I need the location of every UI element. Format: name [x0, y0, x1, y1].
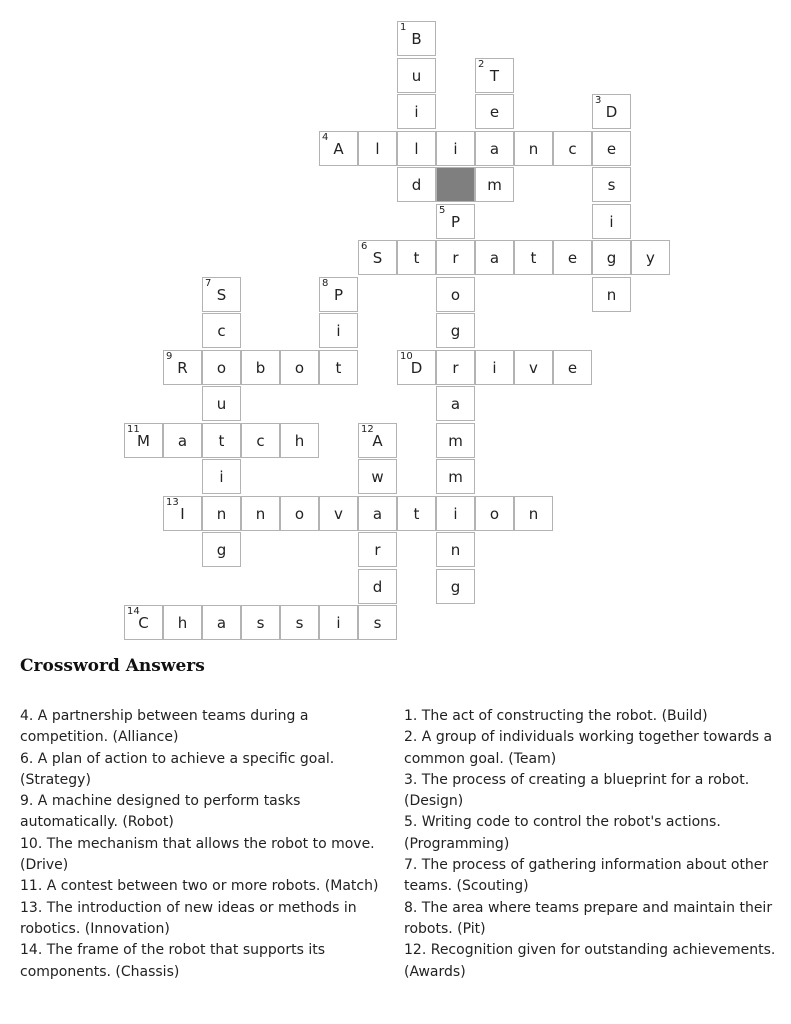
cell-letter: g	[450, 577, 461, 596]
clue-number: 5	[439, 204, 446, 216]
clue-number: 3	[595, 95, 602, 106]
grid-cell	[163, 423, 202, 458]
cell-letter: o	[216, 358, 227, 377]
grid-cell	[319, 277, 358, 312]
cell-letter: s	[607, 176, 616, 194]
grid-cell	[631, 240, 670, 275]
cell-letter: c	[256, 431, 265, 450]
grid-cell	[358, 532, 397, 567]
grid-cell	[436, 313, 475, 348]
cell-letter: t	[218, 431, 225, 450]
grid-cell	[553, 131, 592, 166]
cell-letter: e	[489, 103, 500, 121]
grid-cell	[397, 350, 436, 385]
cell-letter: g	[216, 541, 227, 559]
grid-cell	[397, 21, 436, 56]
grid-cell	[397, 240, 436, 275]
cell-letter: g	[450, 322, 461, 340]
grid-cell	[319, 605, 358, 640]
clue-down-1: 1. The act of constructing the robot. (Build)	[404, 708, 708, 724]
grid-cell	[202, 350, 241, 385]
grid-cell	[553, 350, 592, 385]
grid-cell	[358, 240, 397, 275]
grid-cell	[124, 423, 163, 458]
cell-letter: l	[375, 139, 380, 158]
grid-cell	[319, 131, 358, 166]
cell-letter: s	[295, 614, 304, 632]
cell-letter: e	[567, 358, 578, 377]
cell-letter: i	[336, 614, 341, 632]
clue-across-14: 14. The frame of the robot that supports its components. (Chassis)	[20, 942, 325, 980]
grid-cell	[592, 277, 631, 312]
clue-number: 2	[478, 58, 485, 70]
cell-letter: b	[255, 358, 266, 377]
clue-down-7: 7. The process of gathering information about other teams. (Scouting)	[404, 857, 769, 895]
grid-cell	[514, 350, 553, 385]
grid-cell	[436, 569, 475, 604]
grid-cell	[475, 167, 514, 202]
grid-cell	[436, 277, 475, 312]
cell-letter: t	[335, 358, 342, 377]
grid-cell	[202, 313, 241, 348]
cell-letter: I	[180, 504, 185, 523]
clue-across-10: 10. The mechanism that allows the robot to move. (Drive)	[20, 835, 375, 874]
answers-title: Crossword Answers	[20, 656, 205, 676]
grid-cell	[436, 131, 475, 166]
grid-cell	[514, 131, 553, 166]
cell-letter: B	[411, 30, 422, 48]
cell-letter: i	[453, 139, 458, 158]
clue-number: 1	[400, 22, 407, 33]
grid-cell	[202, 277, 241, 312]
grid-cell	[475, 350, 514, 385]
grid-cell	[592, 167, 631, 202]
grid-cell	[358, 131, 397, 166]
grid-cell	[319, 313, 358, 348]
grid-cell	[280, 350, 319, 385]
cell-letter: M	[137, 431, 150, 450]
grid-cell	[397, 94, 436, 129]
cell-letter: R	[177, 358, 188, 377]
grid-cell	[280, 423, 319, 458]
grid-cell	[592, 131, 631, 166]
cell-letter: i	[492, 358, 497, 377]
cell-letter: u	[216, 395, 227, 413]
cell-letter: s	[256, 614, 265, 632]
cell-letter: o	[489, 504, 500, 523]
clue-number: 12	[361, 423, 374, 435]
cell-letter: a	[372, 504, 383, 523]
grid-cell	[319, 496, 358, 531]
grid-cell	[280, 605, 319, 640]
grid-cell	[358, 569, 397, 604]
cell-letter: C	[138, 614, 149, 632]
grid-cell	[397, 496, 436, 531]
grid-cell	[163, 496, 202, 531]
cell-letter: a	[489, 249, 500, 267]
cell-letter: i	[336, 322, 341, 340]
cell-letter: n	[528, 139, 539, 158]
cell-letter: n	[216, 504, 227, 523]
cell-letter: h	[177, 614, 188, 632]
cell-letter: r	[452, 249, 459, 267]
cell-letter: m	[487, 176, 502, 194]
grid-cell	[241, 605, 280, 640]
grid-cell	[475, 58, 514, 93]
clue-number: 14	[127, 606, 140, 617]
clue-number: 10	[400, 350, 413, 362]
clue-number: 11	[127, 423, 140, 435]
grid-cell	[202, 423, 241, 458]
grid-cell	[553, 240, 592, 275]
cell-letter: m	[448, 468, 463, 486]
cell-letter: a	[450, 395, 461, 413]
cell-letter: t	[530, 249, 537, 267]
cell-letter: i	[609, 212, 614, 231]
clue-number: 8	[322, 277, 329, 289]
cell-letter: y	[646, 249, 655, 267]
grid-cell	[202, 605, 241, 640]
cell-letter: o	[450, 285, 461, 304]
grid-cell	[436, 350, 475, 385]
cell-letter: t	[413, 504, 420, 523]
grid-cell	[436, 459, 475, 494]
cell-letter: i	[219, 468, 224, 486]
clue-down-2: 2. A group of individuals working together towards a common goal. (Team)	[404, 729, 773, 767]
cell-letter: o	[294, 504, 305, 523]
cell-letter: e	[567, 249, 578, 267]
grid-cell	[514, 496, 553, 531]
grid-cell	[163, 350, 202, 385]
cell-letter: i	[414, 103, 419, 121]
grid-cell	[475, 496, 514, 531]
clue-down-3: 3. The process of creating a blueprint for a robot. (Design)	[404, 771, 750, 810]
clue-down-8: 8. The area where teams prepare and maintain their robots. (Pit)	[404, 899, 773, 937]
clue-down-12: 12. Recognition given for outstanding achievements. (Awards)	[404, 942, 776, 980]
cell-letter: c	[568, 139, 577, 158]
cell-letter: n	[528, 504, 539, 523]
clue-number: 13	[166, 496, 179, 508]
grid-cell	[475, 240, 514, 275]
cell-letter: r	[374, 541, 381, 559]
grid-cell	[397, 167, 436, 202]
grid-cell	[436, 532, 475, 567]
grid-cell	[319, 350, 358, 385]
grid-cell	[514, 240, 553, 275]
cell-letter: P	[333, 285, 344, 304]
cell-letter: n	[606, 285, 617, 304]
grid-cell	[397, 58, 436, 93]
clue-list-across	[20, 706, 390, 983]
grid-cell	[592, 94, 631, 129]
cell-letter: u	[411, 66, 422, 85]
grid-cell	[163, 605, 202, 640]
grid-cell	[280, 496, 319, 531]
cell-letter: v	[529, 358, 538, 377]
grid-cell	[202, 496, 241, 531]
grid-cell	[358, 496, 397, 531]
grid-cell	[436, 204, 475, 239]
shaded-cell	[436, 167, 475, 202]
clue-number: 9	[166, 350, 173, 362]
grid-cell	[475, 131, 514, 166]
grid-cell	[202, 532, 241, 567]
cell-letter: A	[333, 139, 344, 158]
cell-letter: e	[606, 139, 617, 158]
cell-letter: i	[453, 504, 458, 523]
cell-letter: D	[605, 103, 618, 121]
cell-letter: n	[255, 504, 266, 523]
cell-letter: a	[177, 431, 188, 450]
grid-cell	[436, 496, 475, 531]
grid-cell	[358, 423, 397, 458]
clue-across-13: 13. The introduction of new ideas or methods in robotics. (Innovation)	[20, 899, 357, 937]
cell-letter: S	[372, 249, 383, 267]
grid-cell	[241, 350, 280, 385]
clue-list-down	[404, 706, 779, 983]
grid-cell	[592, 240, 631, 275]
cell-letter: o	[294, 358, 305, 377]
cell-letter: a	[216, 614, 227, 632]
cell-letter: r	[452, 358, 459, 377]
cell-letter: v	[334, 504, 343, 523]
cell-letter: d	[411, 176, 422, 194]
grid-cell	[241, 496, 280, 531]
cell-letter: P	[450, 212, 461, 231]
clue-across-11: 11. A contest between two or more robots. (Match)	[20, 878, 379, 895]
cell-letter: A	[372, 431, 383, 450]
cell-letter: T	[489, 66, 500, 85]
cell-letter: d	[372, 577, 383, 596]
grid-cell	[202, 386, 241, 421]
clue-number: 6	[361, 241, 368, 252]
grid-cell	[475, 94, 514, 129]
cell-letter: g	[606, 249, 617, 267]
clue-across-9: 9. A machine designed to perform tasks automatically. (Robot)	[20, 793, 301, 831]
cell-letter: s	[373, 614, 382, 632]
grid-cell	[241, 423, 280, 458]
grid-cell	[436, 240, 475, 275]
cell-letter: D	[410, 358, 423, 377]
cell-letter: S	[216, 285, 227, 304]
cell-letter: a	[489, 139, 500, 158]
grid-cell	[358, 459, 397, 494]
cell-letter: w	[371, 468, 384, 486]
cell-letter: m	[448, 431, 463, 450]
grid-cell	[124, 605, 163, 640]
cell-letter: h	[294, 431, 305, 450]
grid-cell	[202, 459, 241, 494]
clue-number: 7	[205, 277, 212, 289]
clue-number: 4	[322, 131, 329, 143]
cell-letter: t	[413, 249, 420, 267]
clue-across-6: 6. A plan of action to achieve a specific goal. (Strategy)	[20, 750, 335, 788]
grid-cell	[397, 131, 436, 166]
cell-letter: c	[217, 322, 226, 340]
clue-across-4: 4. A partnership between teams during a competition. (Alliance)	[20, 708, 309, 746]
grid-cell	[592, 204, 631, 239]
grid-cell	[436, 423, 475, 458]
clue-down-5: 5. Writing code to control the robot's actions. (Programming)	[404, 814, 721, 852]
cell-letter: n	[450, 541, 461, 559]
grid-cell	[358, 605, 397, 640]
cell-letter: l	[414, 139, 419, 158]
grid-cell	[436, 386, 475, 421]
